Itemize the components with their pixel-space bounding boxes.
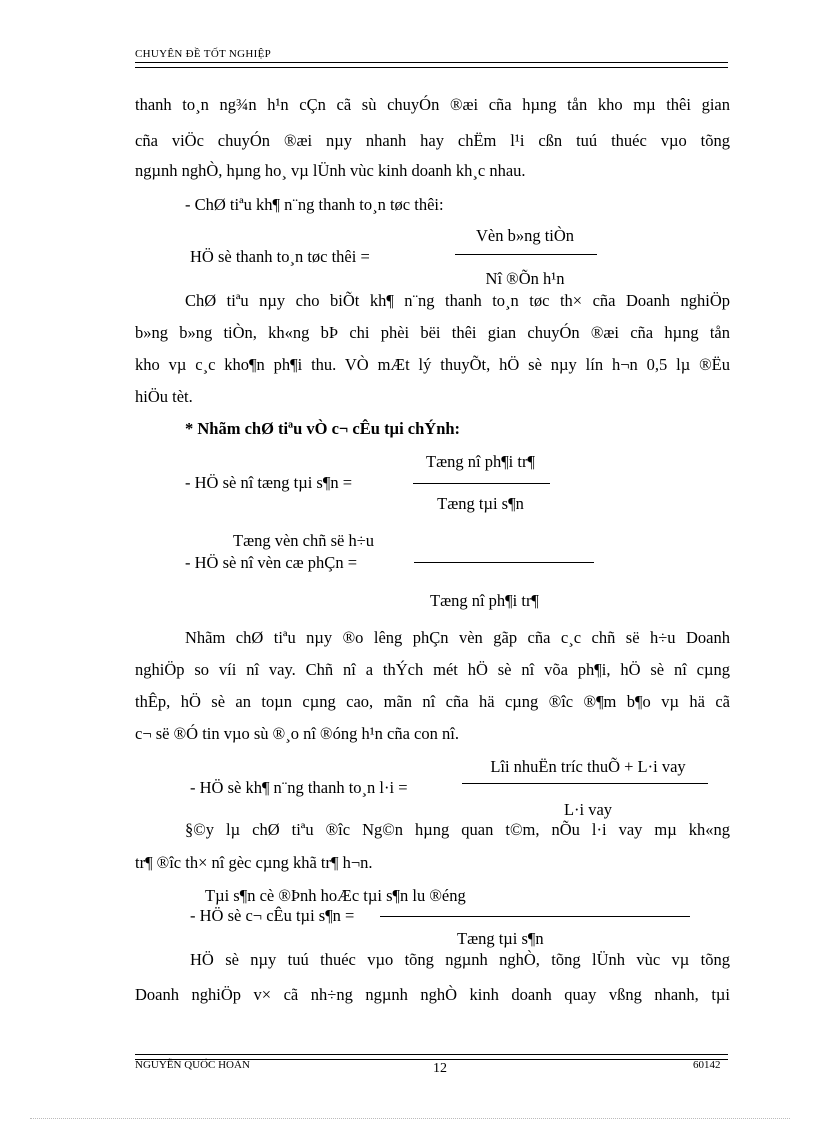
fraction-bar bbox=[455, 254, 597, 255]
body-line: §©y lµ chØ tiªu ®îc Ng©n hµng quan t©m, nÕu l·i vay mµ kh«ng bbox=[185, 820, 730, 839]
body-line: ChØ tiªu nµy cho biÕt kh¶ n¨ng thanh to¸n tøc th× cña Doanh nghiÖp bbox=[185, 291, 730, 310]
formula-label: HÖ sè thanh to¸n tøc thêi = bbox=[190, 247, 370, 266]
formula-label: - HÖ sè c¬ cÊu tµi s¶n = bbox=[190, 906, 355, 925]
body-line: c¬ së ®Ó tin vµo sù ®¸o nî ®óng h¹n cña con nî. bbox=[135, 724, 459, 743]
formula-label: - HÖ sè kh¶ n¨ng thanh to¸n l·i = bbox=[190, 778, 408, 797]
formula-label: - HÖ sè nî vèn cæ phÇn = bbox=[185, 553, 357, 572]
body-line: thanh to¸n ng¾n h¹n cÇn cã sù chuyÓn ®æi cña hµng tån kho mµ thêi gian bbox=[135, 95, 730, 114]
body-line: cña viÖc chuyÓn ®æi nµy nhanh hay chËm l¹i cßn tuú thuéc vµo tõng bbox=[135, 131, 730, 150]
formula-numerator: Tµi s¶n cè ®Þnh hoÆc tµi s¶n lu ®éng bbox=[205, 886, 466, 905]
page-edge bbox=[30, 1118, 790, 1119]
fraction-bar bbox=[413, 483, 550, 484]
footer-code: 60142 bbox=[693, 1059, 721, 1071]
formula-denominator: Nî ®Õn h¹n bbox=[485, 269, 565, 288]
formula-numerator: Tæng nî ph¶i tr¶ bbox=[426, 452, 535, 471]
page-header: CHUYÊN ĐỀ TỐT NGHIỆP bbox=[135, 48, 272, 60]
body-line: tr¶ ®îc th× nî gèc cµng khã tr¶ h¬n. bbox=[135, 853, 373, 872]
formula-denominator: Tæng nî ph¶i tr¶ bbox=[430, 591, 539, 610]
header-rule bbox=[135, 62, 728, 68]
page-number: 12 bbox=[433, 1061, 447, 1076]
body-line: - ChØ tiªu kh¶ n¨ng thanh to¸n tøc thêi: bbox=[185, 195, 444, 214]
formula-numerator: Lîi nhuËn tríc thuÕ + L·i vay bbox=[490, 757, 686, 776]
body-line: thÊp, hÖ sè an toµn cµng cao, mãn nî cña hä cµng ®îc ®¶m b¶o vµ hä cã bbox=[135, 692, 730, 711]
section-heading: * Nhãm chØ tiªu vÒ c¬ cÊu tµi chÝnh: bbox=[185, 419, 461, 438]
body-line: b»ng b»ng tiÒn, kh«ng bÞ chi phèi bëi thêi gian chuyÓn ®æi cña hµng tån bbox=[135, 323, 730, 342]
formula-numerator: Tæng vèn chñ së h÷u bbox=[233, 531, 375, 550]
body-line: ngµnh nghÒ, hµng ho¸ vµ lÜnh vùc kinh doanh kh¸c nhau. bbox=[135, 161, 526, 180]
formula-denominator: Tæng tµi s¶n bbox=[437, 494, 524, 513]
fraction-bar bbox=[380, 916, 690, 917]
formula-denominator: Tæng tµi s¶n bbox=[457, 929, 544, 948]
fraction-bar bbox=[414, 562, 594, 563]
body-line: HÖ sè nµy tuú thuéc vµo tõng ngµnh nghÒ, tõng lÜnh vùc vµ tõng bbox=[190, 950, 730, 969]
body-line: nghiÖp so víi nî vay. Chñ nî a thÝch mét hÖ sè nî võa ph¶i, hÖ sè nî cµng bbox=[135, 660, 730, 679]
body-line: Doanh nghiÖp v× cã nh÷ng ngµnh nghÒ kinh doanh quay vßng nhanh, tµi bbox=[135, 985, 730, 1004]
formula-denominator: L·i vay bbox=[563, 800, 613, 819]
body-line: hiÖu tèt. bbox=[135, 387, 193, 406]
formula-label: - HÖ sè nî tæng tµi s¶n = bbox=[185, 473, 352, 492]
footer-author: NGUYỄN QUỐC HOÀN bbox=[135, 1059, 250, 1071]
formula-numerator: Vèn b»ng tiÒn bbox=[475, 226, 575, 245]
fraction-bar bbox=[462, 783, 708, 784]
body-line: kho vµ c¸c kho¶n ph¶i thu. VÒ mÆt lý thuyÕt, hÖ sè nµy lín h¬n 0,5 lµ ®Ëu bbox=[135, 355, 730, 374]
body-line: Nhãm chØ tiªu nµy ®o lêng phÇn vèn gãp cña c¸c chñ së h÷u Doanh bbox=[185, 628, 730, 647]
